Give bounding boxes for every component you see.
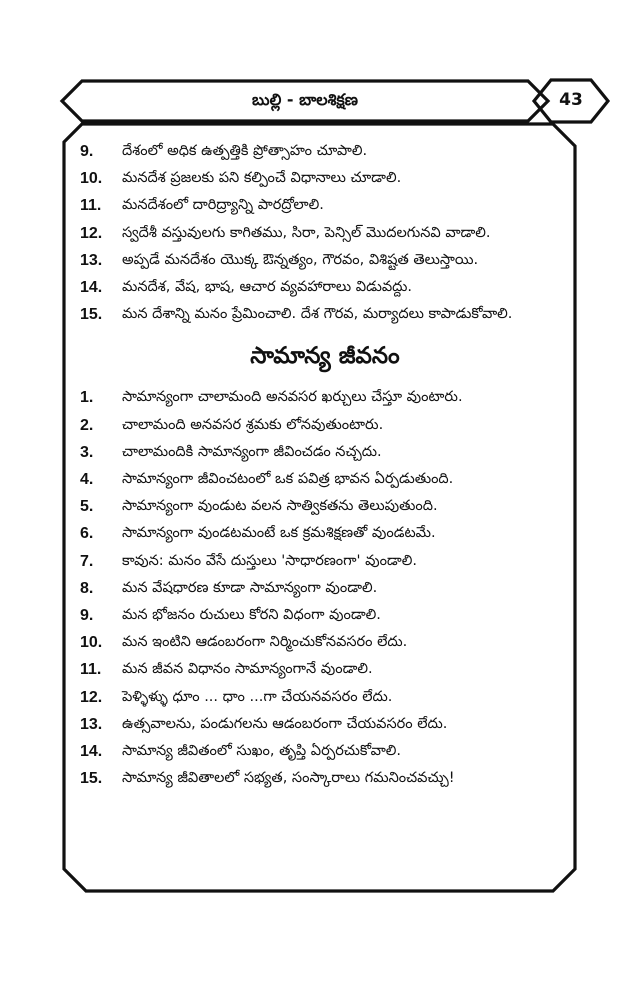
- list-item: 15. మన దేశాన్ని మనం ప్రేమించాలి. దేశ గౌరవ, మర్యాదలు కాపాడుకోవాలి.: [80, 306, 513, 324]
- header-title: బుల్లి - బాలశిక్షణ: [252, 90, 358, 109]
- list-item: 12. స్వదేశీ వస్తువులగు కాగితము, సిరా, పెన్సిల్ మొదలగునవి వాడాలి.: [80, 224, 491, 242]
- section-title: సామాన్య జీవనం: [250, 343, 400, 370]
- list-item: 13. ఉత్సవాలను, పండుగలను ఆడంబరంగా చేయవసరం లేదు.: [80, 715, 448, 733]
- list-item: 14. సామాన్య జీవితంలో సుఖం, తృప్తి ఏర్పరచుకోవాలి.: [80, 743, 401, 761]
- list-item: 3. చాలామందికి సామాన్యంగా జీవించడం నచ్చదు.: [80, 443, 382, 461]
- list-item: 15. సామాన్య జీవితాలలో సభ్యత, సంస్కారాలు గమనించవచ్చు!: [80, 770, 455, 788]
- list-item: 8. మన వేషధారణ కూడా సామాన్యంగా వుండాలి.: [80, 579, 378, 597]
- page-number: 43: [559, 90, 583, 110]
- list-item: 11. మన జీవన విధానం సామాన్యంగానే వుండాలి.: [80, 661, 373, 679]
- list-item: 12. పెళ్ళిళ్ళు ధూం ... ధాం ...గా చేయనవసరం లేదు.: [80, 688, 393, 706]
- list-item: 10. మనదేశ ప్రజలకు పని కల్పించే విధానాలు చూడాలి.: [80, 170, 402, 188]
- list-item: 9. మన భోజనం రుచులు కోరని విధంగా వుండాలి.: [80, 607, 381, 625]
- list-item: 9. దేశంలో అధిక ఉత్పత్తికి ప్రోత్సాహం చూపాలి.: [80, 143, 368, 160]
- list-item: 7. కావున: మనం వేసే దుస్తులు 'సాధారణంగా' వుండాలి.: [80, 552, 417, 570]
- list-item: 11. మనదేశంలో దారిద్ర్యాన్ని పారద్రోలాలి.: [80, 197, 324, 215]
- content-area: [80, 138, 570, 792]
- list-one: [80, 138, 570, 328]
- list-item: 6. సామాన్యంగా వుండటమంటే ఒక క్రమశిక్షణతో వుండటమే.: [80, 525, 436, 543]
- list-two: [80, 384, 570, 792]
- list-item: 2. చాలామంది అనవసర శ్రమకు లోనవుతుంటారు.: [80, 416, 384, 434]
- list-item: 14. మనదేశ, వేష, భాష, ఆచార వ్యవహారాలు విడువద్దు.: [80, 279, 413, 297]
- list-item: 4. సామాన్యంగా జీవించటంలో ఒక పవిత్ర భావన ఏర్పడుతుంది.: [80, 471, 454, 489]
- list-item: 10. మన ఇంటిని ఆడంబరంగా నిర్మించుకోనవసరం లేదు.: [80, 634, 408, 652]
- list-item: 13. అప్పడే మనదేశం యొక్క ఔన్నత్యం, గౌరవం, విశిష్టత తెలుస్తాయి.: [80, 251, 479, 269]
- list-item: 1. సామాన్యంగా చాలామంది అనవసర ఖర్చులు చేస్తూ వుంటారు.: [80, 389, 463, 407]
- list-item: 5. సామాన్యంగా వుండుట వలన సాత్వికతను తెలుపుతుంది.: [80, 498, 438, 516]
